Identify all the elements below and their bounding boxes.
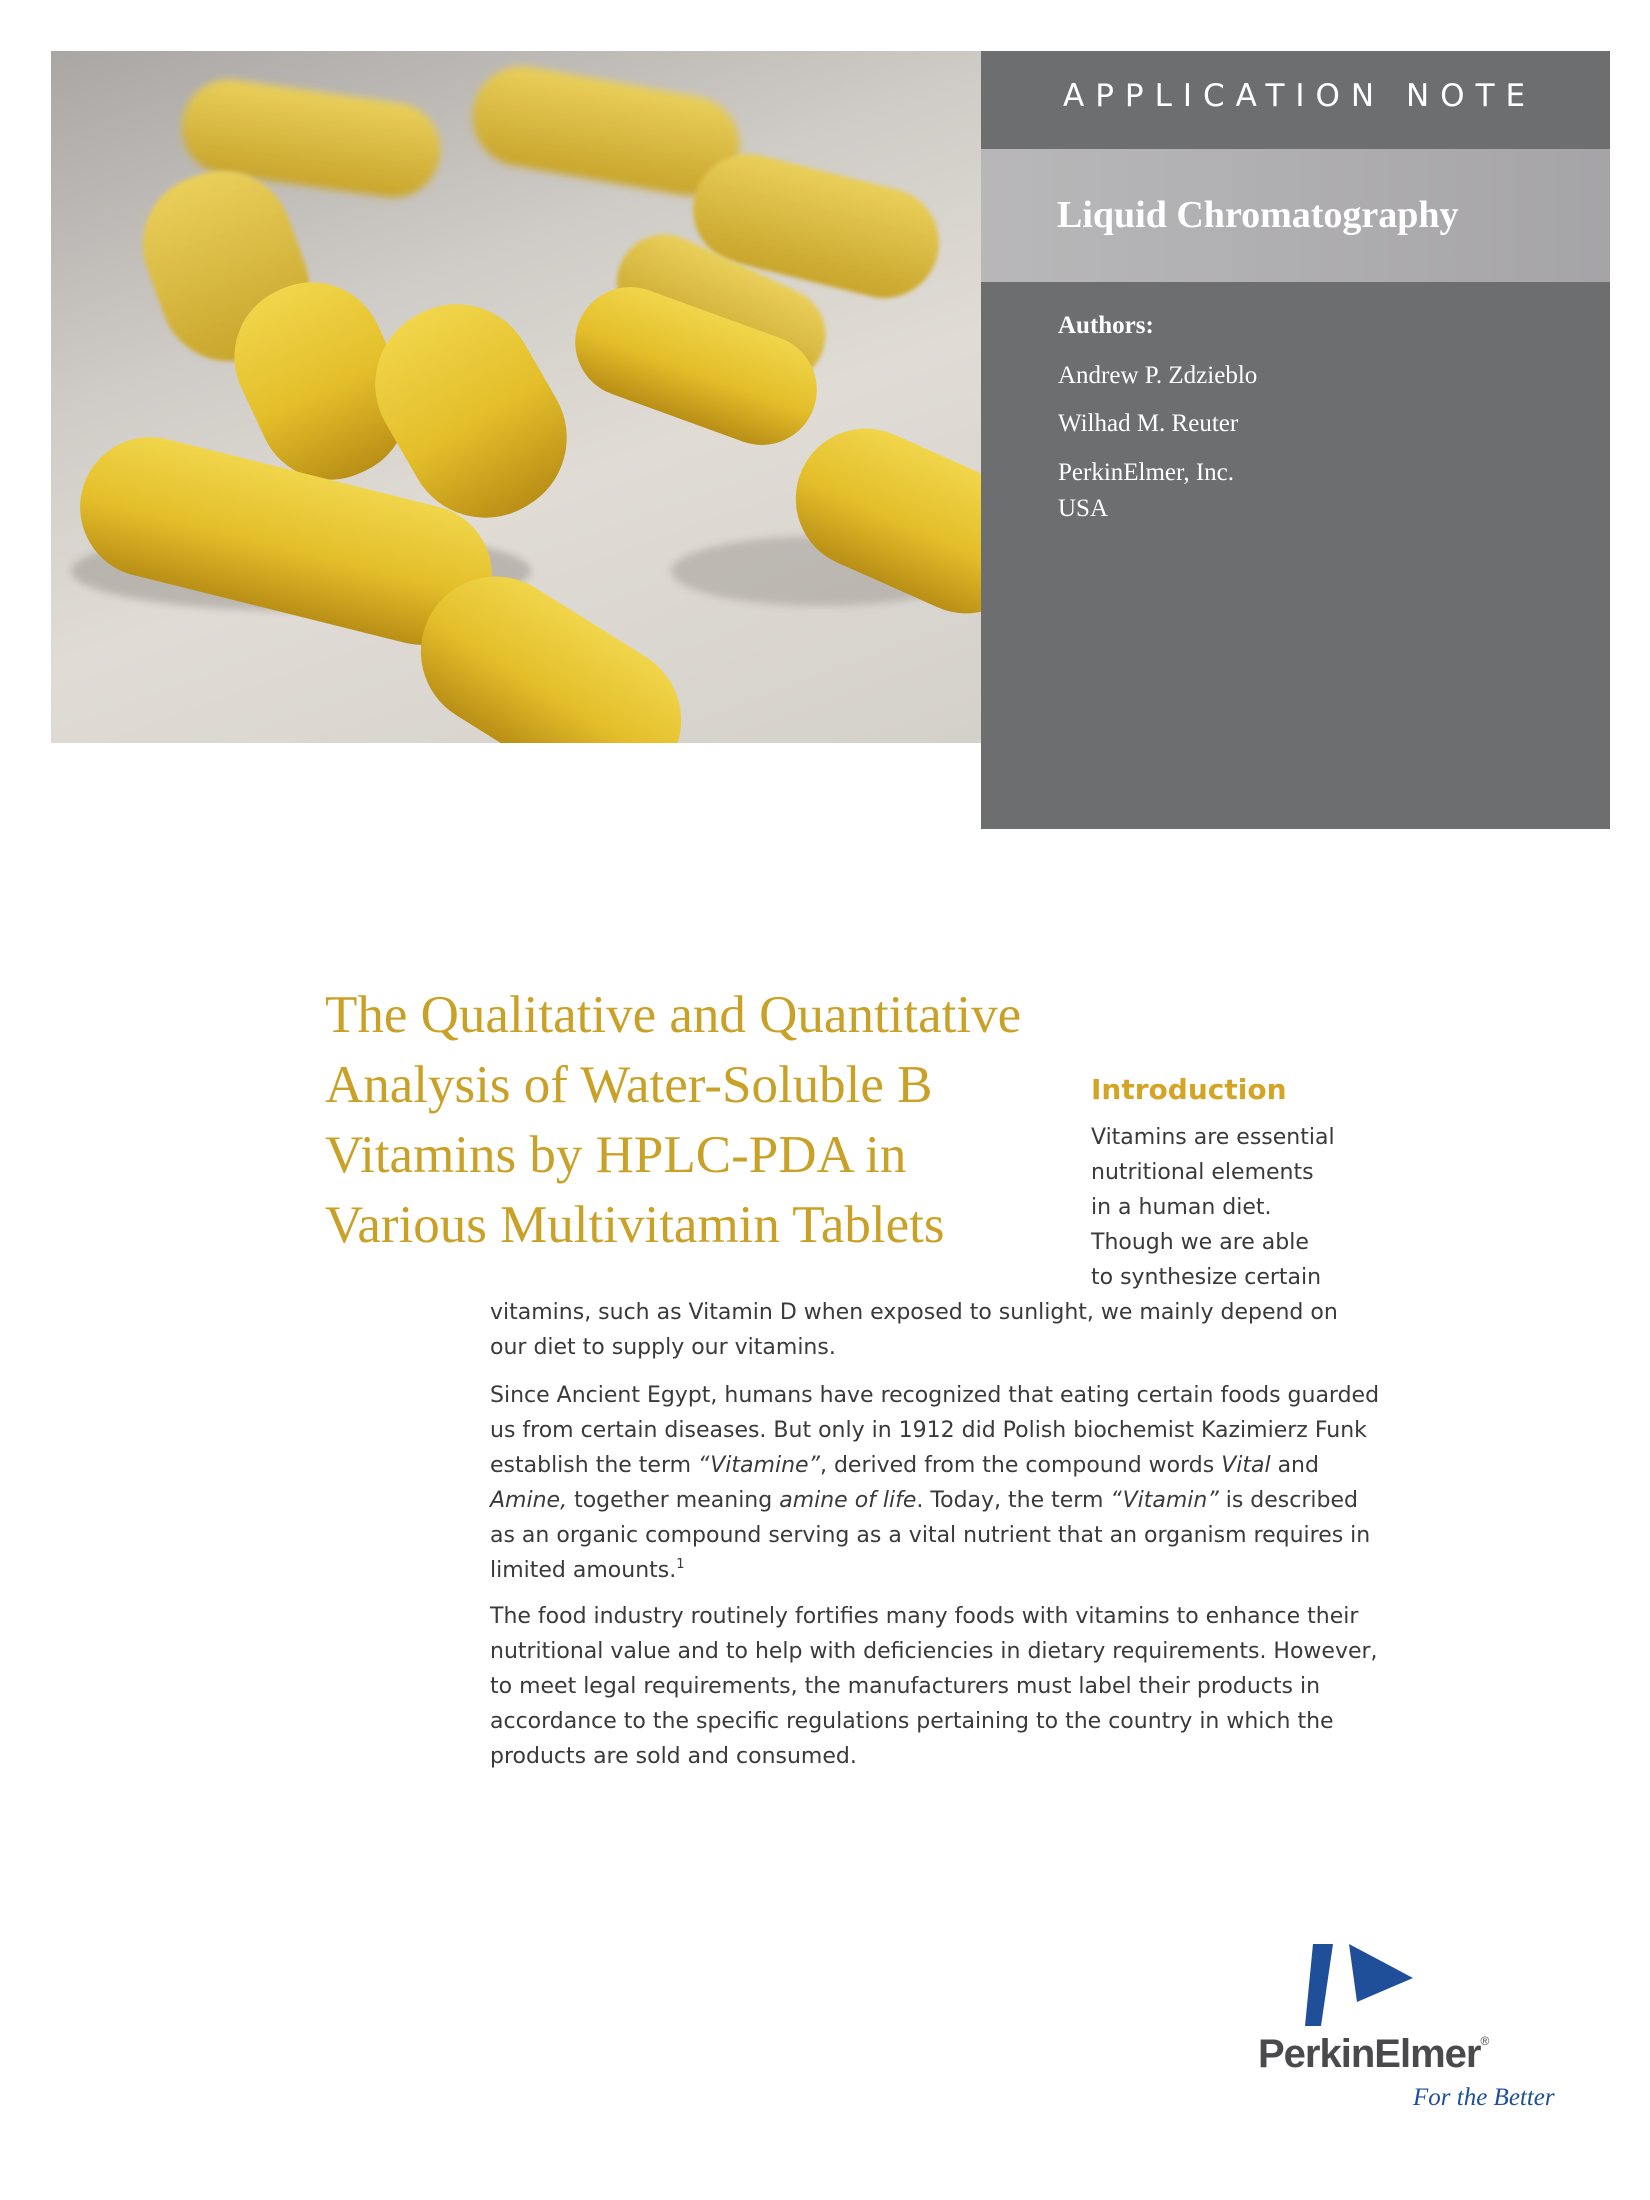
text-run: and xyxy=(1270,1453,1319,1478)
author-name: Wilhad M. Reuter xyxy=(1058,410,1239,437)
application-note-label: APPLICATION NOTE xyxy=(1063,78,1537,114)
title-line: The Qualitative and Quantitative xyxy=(325,986,1022,1044)
title-line: Various Multivitamin Tablets xyxy=(325,1196,945,1254)
registered-mark: ® xyxy=(1480,2034,1489,2048)
text-run: establish the term xyxy=(490,1453,699,1478)
paragraph-line: vitamins, such as Vitamin D when exposed to sunlight, we mainly depend on xyxy=(490,1300,1338,1325)
intro-line: Vitamins are essential xyxy=(1091,1125,1335,1150)
paragraph-line: nutritional value and to help with deficiencies in dietary requirements. However, xyxy=(490,1639,1378,1664)
authors-heading: Authors: xyxy=(1058,312,1154,339)
perkinelmer-wordmark xyxy=(1258,2032,1488,2077)
company-name: PerkinElmer xyxy=(1258,2032,1481,2076)
intro-paragraph-2 xyxy=(490,1378,1380,1588)
title-line: Analysis of Water-Soluble B xyxy=(325,1056,933,1114)
intro-line: nutritional elements xyxy=(1091,1160,1314,1185)
text-run: . Today, the term xyxy=(916,1488,1111,1513)
paragraph-line xyxy=(490,1448,1330,1483)
author-name: Andrew P. Zdzieblo xyxy=(1058,362,1258,389)
paragraph-line: us from certain diseases. But only in 1912 did Polish biochemist Kazimierz Funk xyxy=(490,1418,1367,1443)
author-affiliation: PerkinElmer, Inc. xyxy=(1058,459,1235,486)
intro-line: Though we are able xyxy=(1091,1230,1309,1255)
intro-line: in a human diet. xyxy=(1091,1195,1272,1220)
paragraph-line: accordance to the specific regulations pertaining to the country in which the xyxy=(490,1709,1334,1734)
text-run: is described xyxy=(1218,1488,1358,1513)
paragraph-line: The food industry routinely fortifies many foods with vitamins to enhance their xyxy=(490,1604,1359,1629)
perkinelmer-logo-mark-icon xyxy=(1305,1942,1415,2028)
category-title: Liquid Chromatography xyxy=(1057,194,1459,236)
document-title xyxy=(325,980,1065,1260)
hero-photo-vitamin-tablets xyxy=(51,51,981,743)
term-vital: Vital xyxy=(1221,1453,1271,1478)
term-amine-of-life: amine of life xyxy=(779,1488,917,1513)
intro-paragraph-1 xyxy=(490,1295,1338,1365)
term-amine: Amine, xyxy=(490,1488,568,1513)
text-run: together meaning xyxy=(567,1488,780,1513)
paragraph-line: products are sold and consumed. xyxy=(490,1744,857,1769)
paragraph-line: as an organic compound serving as a vital nutrient that an organism requires in xyxy=(490,1523,1371,1548)
footnote-marker: 1 xyxy=(676,1557,685,1572)
term-vitamin: “Vitamin” xyxy=(1110,1488,1219,1513)
intro-paragraph-3 xyxy=(490,1599,1378,1774)
term-vitamine: “Vitamine” xyxy=(698,1453,820,1478)
intro-line: to synthesize certain xyxy=(1091,1265,1322,1290)
logo-tagline: For the Better xyxy=(1413,2084,1555,2111)
text-run: , derived from the compound words xyxy=(819,1453,1222,1478)
title-line: Vitamins by HPLC-PDA in xyxy=(325,1126,907,1184)
paragraph-line xyxy=(490,1483,1358,1518)
text-run: limited amounts. xyxy=(490,1558,677,1583)
paragraph-line: Since Ancient Egypt, humans have recognized that eating certain foods guarded xyxy=(490,1383,1380,1408)
introduction-heading: Introduction xyxy=(1091,1073,1287,1106)
paragraph-line xyxy=(490,1553,1330,1588)
introduction-column xyxy=(1091,1120,1351,1295)
paragraph-line: our diet to supply our vitamins. xyxy=(490,1335,836,1360)
author-country: USA xyxy=(1058,495,1109,522)
paragraph-line: to meet legal requirements, the manufacturers must label their products in xyxy=(490,1674,1321,1699)
tablets-illustration xyxy=(51,51,981,743)
